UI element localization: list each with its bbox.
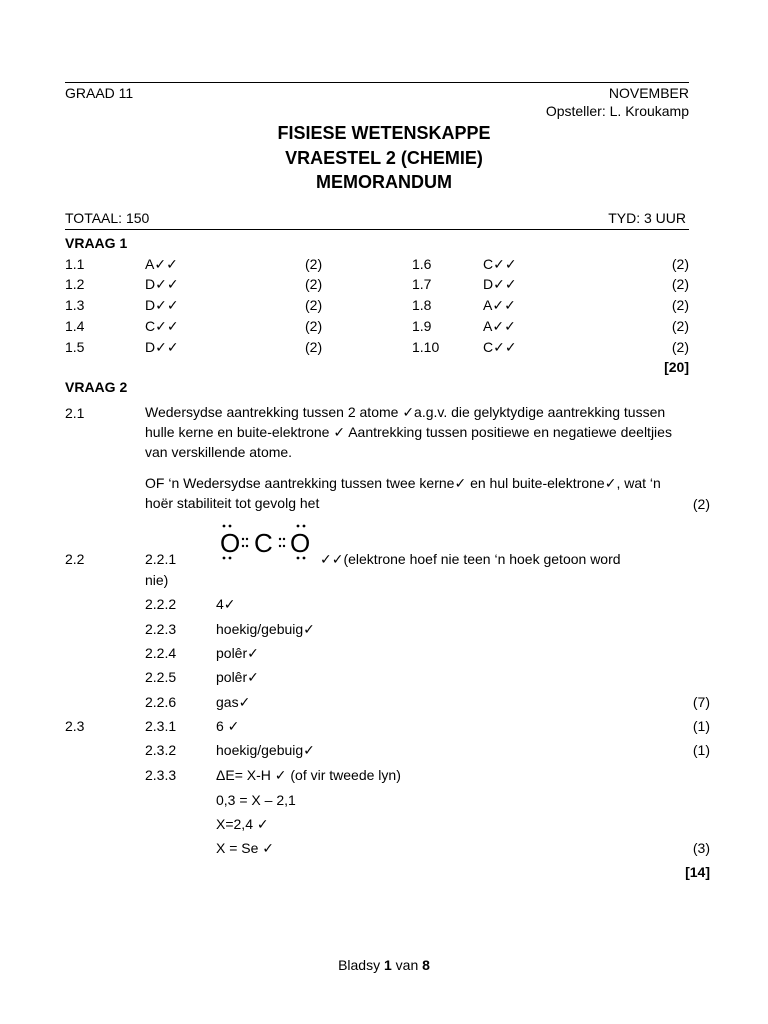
- q1-heading: VRAAG 1: [65, 235, 128, 251]
- q2-total: [14]: [685, 864, 710, 880]
- q2-2-5-num: 2.2.5: [145, 669, 177, 685]
- time-allowed: TYD: 3 UUR: [608, 210, 686, 226]
- q2-3-marks: (3): [692, 840, 710, 856]
- q1-answer: C✓✓: [483, 256, 517, 272]
- q1-num: 1.8: [412, 297, 432, 313]
- q2-2-2-answer: 4✓: [216, 596, 236, 612]
- q2-2-5-answer: polêr✓: [216, 669, 259, 685]
- q1-answer: D✓✓: [145, 297, 179, 313]
- q2-1-answer: Wedersydse aantrekking tussen 2 atome ✓a.g.v. die gelyktydige aantrekking tussen hulle kerne en buite-elektrone ✓ Aantrekking tussen positiewe en negatiewe deeltjies van verskillende atome.: [145, 404, 672, 460]
- q1-num: 1.10: [412, 339, 440, 355]
- author-label: Opsteller: L. Kroukamp: [545, 103, 689, 119]
- total-marks: TOTAAL: 150: [65, 210, 150, 226]
- q2-2-4-answer: polêr✓: [216, 645, 259, 661]
- q1-num: 1.2: [65, 276, 85, 292]
- q1-answer: C✓✓: [483, 339, 517, 355]
- q2-2-3-answer: hoekig/gebuig✓: [216, 621, 315, 637]
- q1-total: [20]: [664, 359, 689, 375]
- q1-marks: (2): [671, 297, 689, 313]
- doc-title-subject: FISIESE WETENSKAPPE: [277, 123, 491, 143]
- q2-2-2-num: 2.2.2: [145, 596, 177, 612]
- q2-3-1-answer: 6 ✓: [216, 718, 240, 734]
- q1-num: 1.4: [65, 318, 85, 334]
- q1-num: 1.3: [65, 297, 85, 313]
- q2-heading: VRAAG 2: [65, 379, 128, 395]
- q2-2-6-num: 2.2.6: [145, 694, 177, 710]
- header-top-rule: [65, 82, 689, 83]
- doc-title-paper: VRAESTEL 2 (CHEMIE): [285, 148, 483, 168]
- q1-answer: A✓✓: [145, 256, 178, 272]
- q1-marks: (2): [305, 256, 323, 272]
- doc-title-memo: MEMORANDUM: [316, 172, 452, 192]
- q2-2-marks: (7): [692, 694, 710, 710]
- q2-2-6-answer: gas✓: [216, 694, 251, 710]
- q2-3-3-num: 2.3.3: [145, 767, 177, 783]
- q1-marks: (2): [671, 276, 689, 292]
- q2-3-3-calc-line: 0,3 = X – 2,1: [216, 792, 296, 808]
- lewis-oxygen-right: O: [290, 528, 311, 558]
- q1-answer: D✓✓: [483, 276, 517, 292]
- q1-marks: (2): [305, 276, 323, 292]
- q1-marks: (2): [305, 297, 323, 313]
- q1-num: 1.9: [412, 318, 432, 334]
- q2-3-3-calc-line: X = Se ✓: [216, 840, 275, 856]
- q2-2-1-answer-cont: nie): [145, 572, 169, 588]
- co2-lewis-structure: [218, 522, 318, 562]
- q2-1-marks: (2): [692, 496, 710, 512]
- q2-2-3-num: 2.2.3: [145, 621, 177, 637]
- q1-marks: (2): [671, 339, 689, 355]
- q2-3-1-marks: (1): [692, 718, 710, 734]
- footer-page-count: 8: [422, 957, 430, 973]
- q1-answer: A✓✓: [483, 297, 516, 313]
- q1-answer: D✓✓: [145, 339, 179, 355]
- q2-2-1-num: 2.2.1: [145, 551, 177, 567]
- q2-3-1-num: 2.3.1: [145, 718, 177, 734]
- q1-num: 1.1: [65, 256, 85, 272]
- q2-2-num: 2.2: [65, 551, 85, 567]
- footer-page-number: 1: [383, 957, 392, 973]
- q1-marks: (2): [671, 256, 689, 272]
- q1-marks: (2): [671, 318, 689, 334]
- q2-1-num: 2.1: [65, 405, 85, 421]
- q1-answer: D✓✓: [145, 276, 179, 292]
- q1-num: 1.5: [65, 339, 85, 355]
- month-label: NOVEMBER: [608, 85, 689, 101]
- q2-3-2-num: 2.3.2: [145, 742, 177, 758]
- footer-of: van: [395, 957, 419, 973]
- q2-3-3-answer: ΔE= X-H ✓ (of vir tweede lyn): [216, 767, 401, 783]
- lewis-carbon: C: [254, 528, 273, 558]
- q1-answer: C✓✓: [145, 318, 179, 334]
- q2-3-num: 2.3: [65, 718, 85, 734]
- lewis-oxygen-left: O: [220, 528, 241, 558]
- q1-num: 1.6: [412, 256, 432, 272]
- grade-label: GRAAD 11: [65, 85, 134, 101]
- q2-2-4-num: 2.2.4: [145, 645, 177, 661]
- q2-3-2-answer: hoekig/gebuig✓: [216, 742, 315, 758]
- q1-num: 1.7: [412, 276, 432, 292]
- q2-3-2-marks: (1): [692, 742, 710, 758]
- meta-rule: [65, 229, 689, 230]
- q2-1-alternative: OF ‘n Wedersydse aantrekking tussen twee kerne✓ en hul buite-elektrone✓, wat ‘n hoër stabiliteit tot gevolg het: [145, 475, 661, 511]
- q1-answer: A✓✓: [483, 318, 516, 334]
- q1-marks: (2): [305, 318, 323, 334]
- q2-2-1-answer: ✓✓(elektrone hoef nie teen ‘n hoek getoon word: [320, 551, 621, 567]
- q1-marks: (2): [305, 339, 323, 355]
- q2-3-3-calc-line: X=2,4 ✓: [216, 816, 269, 832]
- page-footer: [0, 957, 768, 974]
- footer-prefix: Bladsy: [338, 957, 381, 973]
